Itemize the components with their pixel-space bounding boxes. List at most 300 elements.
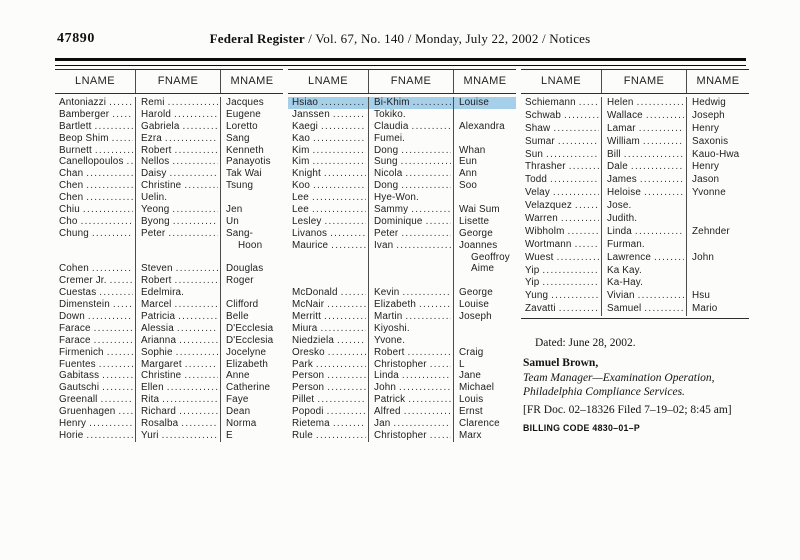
column-header-lname: LNAME: [55, 70, 136, 93]
fname-value: Dominique: [374, 215, 423, 227]
dot-leader: [411, 204, 451, 216]
mname-value: Hedwig: [692, 97, 726, 108]
fname-value: Robert: [374, 346, 405, 358]
dot-leader: [88, 311, 133, 323]
fname-value: Dong: [374, 144, 399, 156]
dot-leader: [321, 97, 366, 109]
dot-leader: [118, 406, 133, 418]
table-row: [521, 110, 749, 123]
fname-value: Ellen: [141, 382, 164, 394]
lname-value: Janssen: [292, 108, 330, 120]
mname-value: Jane: [459, 370, 482, 382]
signer-role-line-1: Team Manager—Examination Operation,: [523, 372, 715, 384]
fname-value: Claudia: [374, 120, 409, 132]
table-row: [288, 204, 516, 216]
table-row: [288, 180, 516, 192]
lname-value: Zavatti: [525, 303, 556, 315]
mname-value: George: [459, 227, 493, 239]
dot-leader: [102, 382, 133, 394]
mname-value: Un: [226, 215, 239, 227]
lname-value: Gabitass: [59, 370, 100, 382]
dot-leader: [94, 335, 133, 347]
dot-leader: [408, 347, 451, 359]
mname-value: D'Ecclesia: [226, 334, 274, 346]
lname-value: Fuentes: [59, 358, 96, 370]
lname-value: Yung: [525, 290, 549, 302]
dot-leader: [183, 121, 218, 133]
lname-value: Chen: [59, 192, 84, 204]
dot-leader: [327, 382, 366, 394]
table-row: [55, 180, 283, 192]
fname-value: Christine: [141, 370, 182, 382]
fname-value: Jan: [374, 418, 391, 430]
column-header-fname: FNAME: [602, 70, 687, 93]
table-row: [521, 97, 749, 110]
fname-value: Peter: [374, 227, 399, 239]
fname-value: Linda: [374, 370, 399, 382]
lname-value: Oresko: [292, 346, 325, 358]
fname-value: Sung: [374, 156, 398, 168]
lname-value: Livanos: [292, 227, 328, 239]
dot-leader: [631, 161, 684, 174]
mname-value: Henry: [692, 122, 720, 134]
mname-value: Marx: [459, 429, 482, 441]
lname-value: Sumar: [525, 135, 555, 147]
mname-value: [454, 192, 516, 204]
lname-value: Bartlett: [59, 120, 92, 132]
table-row: [55, 145, 283, 157]
dot-leader: [184, 370, 218, 382]
table-body: [288, 94, 516, 442]
dot-leader: [553, 123, 599, 136]
lname-value: Kim: [292, 144, 310, 156]
fname-value: Alessia: [141, 322, 174, 334]
table-row: [55, 192, 283, 204]
table-row: [55, 156, 283, 168]
dot-leader: [324, 168, 366, 180]
dot-leader: [405, 168, 451, 180]
dot-leader: [94, 323, 133, 335]
lname-value: Yip: [525, 277, 540, 289]
dot-leader: [637, 97, 684, 110]
lname-value: Maurice: [292, 239, 329, 251]
table-row: [521, 290, 749, 303]
dot-leader: [92, 228, 133, 240]
lname-value: Todd: [525, 174, 548, 186]
dot-leader: [107, 347, 133, 359]
dot-leader: [179, 335, 218, 347]
table-row: [521, 123, 749, 136]
lname-value: Beop Shim: [59, 132, 109, 144]
mname-value: [454, 323, 516, 335]
table-row: [288, 394, 516, 406]
fname-value: Sophie: [141, 346, 173, 358]
dot-leader: [644, 303, 684, 316]
dot-leader: [162, 430, 218, 442]
dot-leader: [81, 216, 133, 228]
fname-value: Yuri: [141, 429, 159, 441]
table-body: [521, 94, 749, 319]
table-row: [55, 299, 283, 311]
lname-value: Person: [292, 370, 325, 382]
dot-leader: [553, 187, 599, 200]
lname-value: Person: [292, 382, 325, 394]
table-row: [288, 168, 516, 180]
mname-value: Louis: [459, 394, 484, 406]
dot-leader: [643, 136, 684, 149]
fr-doc-line: [FR Doc. 02–18326 Filed 7–19–02; 8:45 am]: [523, 404, 732, 417]
fname-value: John: [374, 382, 397, 394]
fname-value: Uelin.: [141, 192, 168, 204]
dot-leader: [401, 145, 451, 157]
mname-value: [454, 133, 516, 145]
dot-leader: [99, 287, 133, 299]
dot-leader: [86, 168, 133, 180]
dot-leader: [333, 109, 366, 121]
mname-value: Hoon: [238, 239, 263, 251]
dot-leader: [173, 216, 218, 228]
lname-value: Velay: [525, 187, 550, 199]
mname-value: [687, 239, 749, 252]
dot-leader: [426, 216, 451, 228]
lname-value: Farace: [59, 322, 91, 334]
dot-leader: [331, 240, 366, 252]
column-header-fname: FNAME: [369, 70, 454, 93]
dot-leader: [405, 311, 451, 323]
mname-value: L: [459, 358, 465, 370]
dot-leader: [172, 204, 218, 216]
signer-role-line-2: Philadelphia Compliance Services.: [523, 385, 685, 398]
table-row: [521, 226, 749, 239]
mname-value: Alexandra: [459, 120, 505, 132]
lname-value: Wortmann: [525, 238, 572, 250]
dot-leader: [316, 359, 366, 371]
lname-value: Bamberger: [59, 108, 110, 120]
dot-leader: [558, 136, 599, 149]
fname-value: Lawrence: [607, 251, 652, 263]
column-header-mname: MNAME: [463, 75, 507, 87]
fname-value: Tokiko.: [374, 108, 406, 120]
fname-value: Wallace: [607, 109, 643, 121]
spacer-row: [55, 252, 283, 264]
mname-value: Dean: [226, 406, 251, 418]
table-row: [288, 133, 516, 145]
table-row: [55, 216, 283, 228]
fname-value: Ivan: [374, 239, 394, 251]
dot-leader: [321, 121, 366, 133]
mname-value: Eun: [459, 156, 478, 168]
table-row: [288, 192, 516, 204]
mname-value: Whan: [459, 144, 486, 156]
mname-value: John: [692, 251, 715, 263]
lname-value: Kao: [292, 132, 311, 144]
lname-value: Firmenich: [59, 346, 104, 358]
table-row: [55, 359, 283, 371]
continuation-row: [55, 240, 283, 252]
table-row: [55, 133, 283, 145]
table-row: [55, 406, 283, 418]
dot-leader: [177, 323, 218, 335]
table-row: [55, 347, 283, 359]
lname-value: Chen: [59, 180, 84, 192]
lname-value: Velazquez: [525, 200, 572, 212]
mname-value: Kenneth: [226, 144, 264, 156]
dot-leader: [567, 226, 599, 239]
mname-value: Elizabeth: [226, 358, 268, 370]
lname-value: Hsiao: [292, 97, 318, 108]
lname-value: Merritt: [292, 311, 322, 323]
fname-value: Alfred: [374, 406, 401, 418]
dot-leader: [542, 277, 599, 290]
table-row: [288, 228, 516, 240]
lname-value: Knight: [292, 168, 321, 180]
mname-value: Sang: [226, 132, 250, 144]
table-row: [55, 311, 283, 323]
mname-value: Jen: [226, 204, 243, 216]
dot-leader: [396, 240, 451, 252]
fname-value: Samuel: [607, 303, 642, 315]
dot-leader: [327, 370, 366, 382]
column-header-lname: LNAME: [521, 70, 602, 93]
dot-leader: [86, 180, 133, 192]
fname-value: Ka Kay.: [607, 264, 642, 276]
dot-leader: [83, 204, 133, 216]
dot-leader: [327, 406, 366, 418]
dot-leader: [402, 370, 451, 382]
signer-name: Samuel Brown,: [523, 357, 599, 369]
page-number: 47890: [57, 31, 95, 46]
mname-value: Soo: [459, 180, 478, 192]
lname-value: Rule: [292, 429, 313, 441]
billing-code: BILLING CODE 4830–01–P: [523, 423, 641, 434]
table-row: [55, 370, 283, 382]
dot-leader: [635, 226, 684, 239]
dot-leader: [86, 192, 133, 204]
table-row: [288, 299, 516, 311]
lname-value: Cho: [59, 215, 78, 227]
empty-cell: [221, 252, 283, 264]
dot-leader: [644, 187, 684, 200]
fname-value: Fumei.: [374, 132, 406, 144]
mname-value: [221, 287, 283, 299]
lname-value: Farace: [59, 334, 91, 346]
mname-value: [221, 192, 283, 204]
table-row: [288, 145, 516, 157]
mname-value: Belle: [226, 311, 249, 323]
dot-leader: [341, 287, 366, 299]
dot-leader: [95, 145, 133, 157]
fname-value: Vivian: [607, 290, 635, 302]
lname-value: Lee: [292, 192, 309, 204]
dot-leader: [110, 275, 133, 287]
fname-value: Robert: [141, 144, 172, 156]
dot-leader: [638, 290, 684, 303]
table-row: [55, 168, 283, 180]
dot-leader: [313, 180, 366, 192]
table-row: [521, 213, 749, 226]
dot-leader: [327, 299, 366, 311]
lname-value: Thrasher: [525, 161, 566, 173]
lname-value: Chan: [59, 168, 84, 180]
dot-leader: [89, 418, 133, 430]
dot-leader: [401, 228, 451, 240]
lname-value: Canellopoulos: [59, 156, 124, 168]
mname-value: Douglas: [226, 263, 264, 275]
dot-leader: [320, 323, 366, 335]
fname-value: Sammy: [374, 204, 409, 216]
fname-value: Harold: [141, 108, 171, 120]
mname-value: Joseph: [692, 109, 725, 121]
empty-cell: [454, 275, 516, 287]
table-header-row: [521, 70, 749, 94]
dot-leader: [174, 109, 218, 121]
mname-value: Yvonne: [692, 187, 726, 199]
fname-value: Christine: [141, 180, 182, 192]
table-row: [521, 200, 749, 213]
dot-leader: [575, 200, 599, 213]
fname-value: Lamar: [607, 122, 636, 134]
mname-value: [454, 335, 516, 347]
dot-leader: [175, 275, 218, 287]
mname-value: Clifford: [226, 299, 259, 311]
table-row: [288, 370, 516, 382]
table-row: [288, 109, 516, 121]
mname-value: Tak Wai: [226, 168, 262, 180]
dot-leader: [169, 168, 218, 180]
dot-leader: [167, 382, 218, 394]
table-row: [288, 335, 516, 347]
table-row: [521, 161, 749, 174]
dot-leader: [312, 204, 366, 216]
mname-value: Loretto: [226, 120, 258, 132]
table-row: [521, 277, 749, 290]
dot-leader: [337, 335, 366, 347]
dot-leader: [324, 311, 366, 323]
mname-value: Joannes: [459, 239, 498, 251]
lname-value: Koo: [292, 180, 311, 192]
lname-value: Pillet: [292, 394, 315, 406]
lname-value: Burnett: [59, 144, 92, 156]
table-row: [288, 240, 516, 252]
dot-leader: [413, 97, 451, 109]
fname-value: Hye-Won.: [374, 192, 419, 204]
highlighted-table-row: [288, 97, 516, 109]
mname-value: Ann: [459, 168, 478, 180]
fname-value: Bi-Khim: [374, 97, 410, 108]
table-row: [521, 252, 749, 265]
dot-leader: [165, 133, 218, 145]
fname-value: James: [607, 174, 637, 186]
table-row: [55, 109, 283, 121]
mname-value: [687, 277, 749, 290]
fname-value: Dale: [607, 161, 628, 173]
dot-leader: [557, 252, 599, 265]
dot-leader: [393, 418, 451, 430]
dot-leader: [113, 299, 133, 311]
mname-value: Sang-: [226, 227, 254, 239]
mname-value: Tsung: [226, 180, 254, 192]
lname-value: Lesley: [292, 215, 322, 227]
dot-leader: [399, 382, 451, 394]
mname-value: Jacques: [226, 97, 264, 108]
masthead-title: Federal Register: [209, 31, 305, 46]
table-row: [55, 263, 283, 275]
dot-leader: [172, 156, 218, 168]
mname-value: [687, 265, 749, 278]
lname-value: Greenall: [59, 394, 98, 406]
table-header-row: [288, 70, 516, 94]
fname-value: Patricia: [141, 311, 176, 323]
mname-value: E: [226, 429, 233, 441]
dot-leader: [401, 180, 451, 192]
fname-value: Gabriela: [141, 120, 180, 132]
lname-value: Down: [59, 311, 85, 323]
dot-leader: [430, 359, 451, 371]
dot-leader: [168, 228, 218, 240]
dot-leader: [328, 347, 366, 359]
spacer-row: [288, 275, 516, 287]
notice-footer: [523, 337, 755, 433]
table-row: [55, 275, 283, 287]
fname-value: Christopher: [374, 358, 427, 370]
fname-value: Yvone.: [374, 334, 406, 346]
mname-value: Kauo-Hwa: [692, 148, 740, 160]
dot-leader: [112, 133, 133, 145]
column-header-fname: FNAME: [136, 70, 221, 93]
mname-value: Catherine: [226, 382, 271, 394]
dot-leader: [646, 110, 684, 123]
dot-leader: [127, 156, 133, 168]
dot-leader: [324, 216, 366, 228]
masthead-rule: [55, 58, 746, 66]
fname-value: Steven: [141, 263, 173, 275]
masthead-issue-info: / Vol. 67, No. 140 / Monday, July 22, 2002 / Notices: [304, 31, 591, 46]
dot-leader: [185, 359, 218, 371]
lname-value: Schwab: [525, 109, 562, 121]
fname-value: Yeong: [141, 204, 170, 216]
table-row: [288, 347, 516, 359]
mname-value: Roger: [226, 275, 254, 287]
table-row: [55, 382, 283, 394]
lname-value: Rietema: [292, 418, 330, 430]
names-table-3: [521, 69, 749, 319]
dot-leader: [109, 97, 133, 109]
mname-value: Joseph: [459, 311, 492, 323]
mname-value: Wai Sum: [459, 204, 500, 216]
dot-leader: [546, 149, 599, 162]
lname-value: Wuest: [525, 251, 554, 263]
fname-value: Helen: [607, 97, 634, 108]
dot-leader: [542, 265, 599, 278]
dot-leader: [564, 110, 599, 123]
fname-value: Nellos: [141, 156, 170, 168]
dot-leader: [579, 97, 599, 110]
mname-value: Craig: [459, 346, 484, 358]
lname-value: Cuestas: [59, 287, 97, 299]
lname-value: Kim: [292, 156, 310, 168]
table-row: [521, 174, 749, 187]
lname-value: Horie: [59, 429, 84, 441]
dated-line: Dated: June 28, 2002.: [535, 337, 636, 349]
mname-value: Lisette: [459, 215, 490, 227]
fname-value: Patrick: [374, 394, 406, 406]
mname-value: Aime: [471, 263, 495, 275]
fname-value: Richard: [141, 406, 177, 418]
mname-value: Louise: [454, 97, 516, 109]
fname-value: Dong: [374, 180, 399, 192]
mname-value: Geoffroy: [471, 251, 510, 263]
lname-value: Gruenhagen: [59, 406, 116, 418]
